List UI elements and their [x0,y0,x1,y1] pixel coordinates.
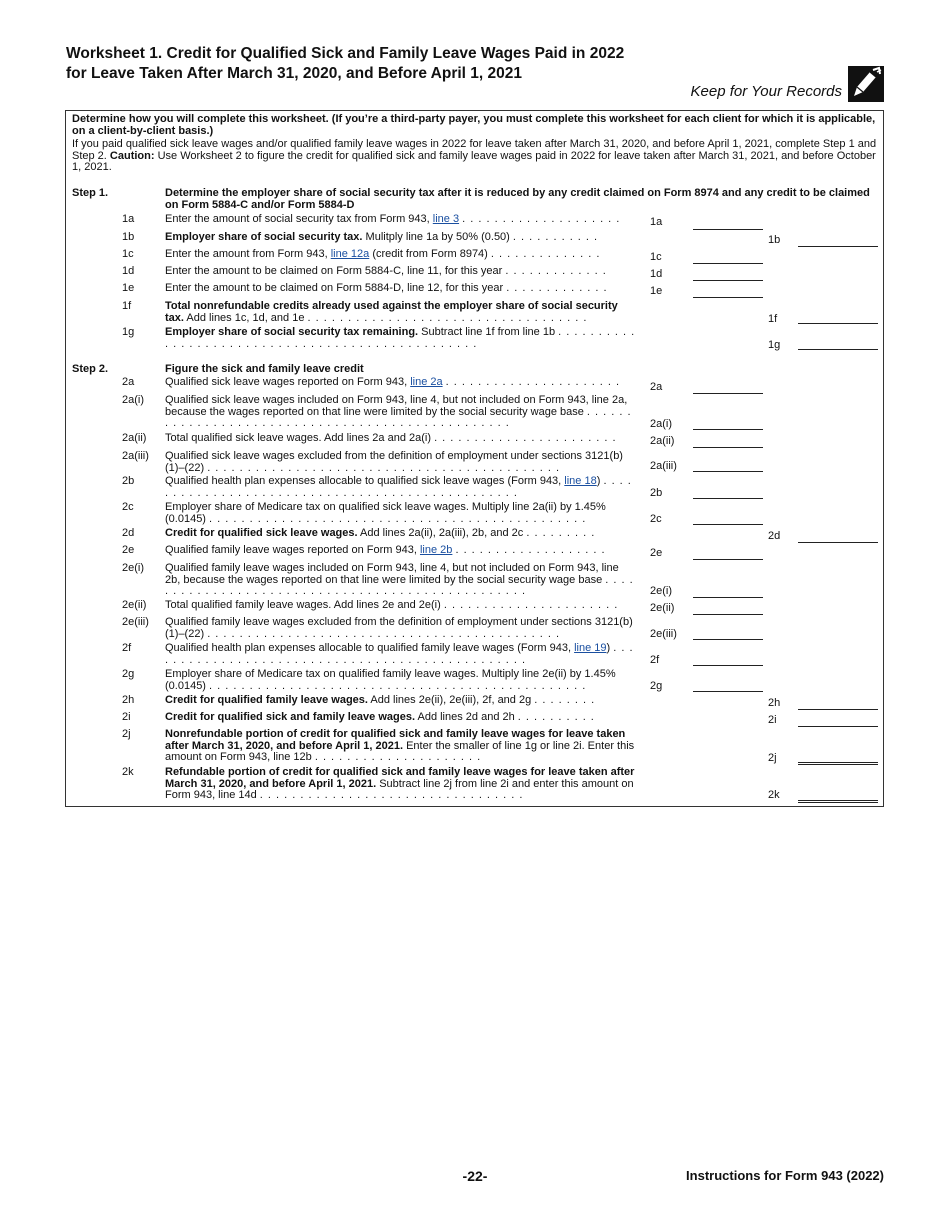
input-2g[interactable] [693,678,763,692]
worksheet-title: Worksheet 1. Credit for Qualified Sick and Family Leave Wages Paid in 2022 for Leave Taken After March 31, 2020, and Before April 1, 2021 [66,45,625,82]
input-2j[interactable] [798,750,878,765]
input-2ei[interactable] [693,584,763,598]
input-2d[interactable] [798,529,878,543]
input-2eiii[interactable] [693,626,763,640]
pencil-records-icon [848,66,884,102]
intro-text: If you paid qualified sick leave wages and/or qualified family leave wages in 2022 for leave taken after March 31, 2020, and before April 1, 2021, complete Step 1 and Step 2. Caution: Use Worksheet 2 to figure the credit for qualified sick and family leave wages paid in 2022 for leave taken after March 31, 2021, and before October 1, 2021. [72,138,877,173]
input-2i[interactable] [798,713,878,727]
input-2aiii[interactable] [693,458,763,472]
input-1a[interactable] [693,216,763,230]
input-1f[interactable] [798,311,878,324]
input-2e[interactable] [693,546,763,560]
input-2a[interactable] [693,380,763,394]
input-1d[interactable] [693,267,763,281]
input-2aii[interactable] [693,434,763,448]
input-1e[interactable] [693,284,763,298]
line-2b-link[interactable]: line 2b [419,544,453,556]
input-1c[interactable] [693,250,763,264]
input-2k[interactable] [798,788,878,803]
input-1g[interactable] [798,337,878,350]
input-2c[interactable] [693,511,763,525]
input-2h[interactable] [798,696,878,710]
line-18-link[interactable]: line 18 [564,475,597,487]
line-12a-link[interactable]: line 12a [330,248,370,260]
input-1b[interactable] [798,233,878,247]
intro-bold: Determine how you will complete this worksheet. (If you’re a third-party payer, you must complete this worksheet for each client for which it is applicable, on a client-by-client basis.) [72,113,876,137]
input-2b[interactable] [693,485,763,499]
input-2f[interactable] [693,652,763,666]
line-2a-link[interactable]: line 2a [410,376,443,388]
input-2eii[interactable] [693,601,763,615]
line-3-link[interactable]: line 3 [432,213,460,225]
line-19-link[interactable]: line 19 [574,642,607,654]
page-number: -22- [462,1168,488,1184]
form-name: Instructions for Form 943 (2022) [686,1168,884,1183]
input-2ai[interactable] [693,416,763,430]
keep-for-records: Keep for Your Records [690,83,842,100]
